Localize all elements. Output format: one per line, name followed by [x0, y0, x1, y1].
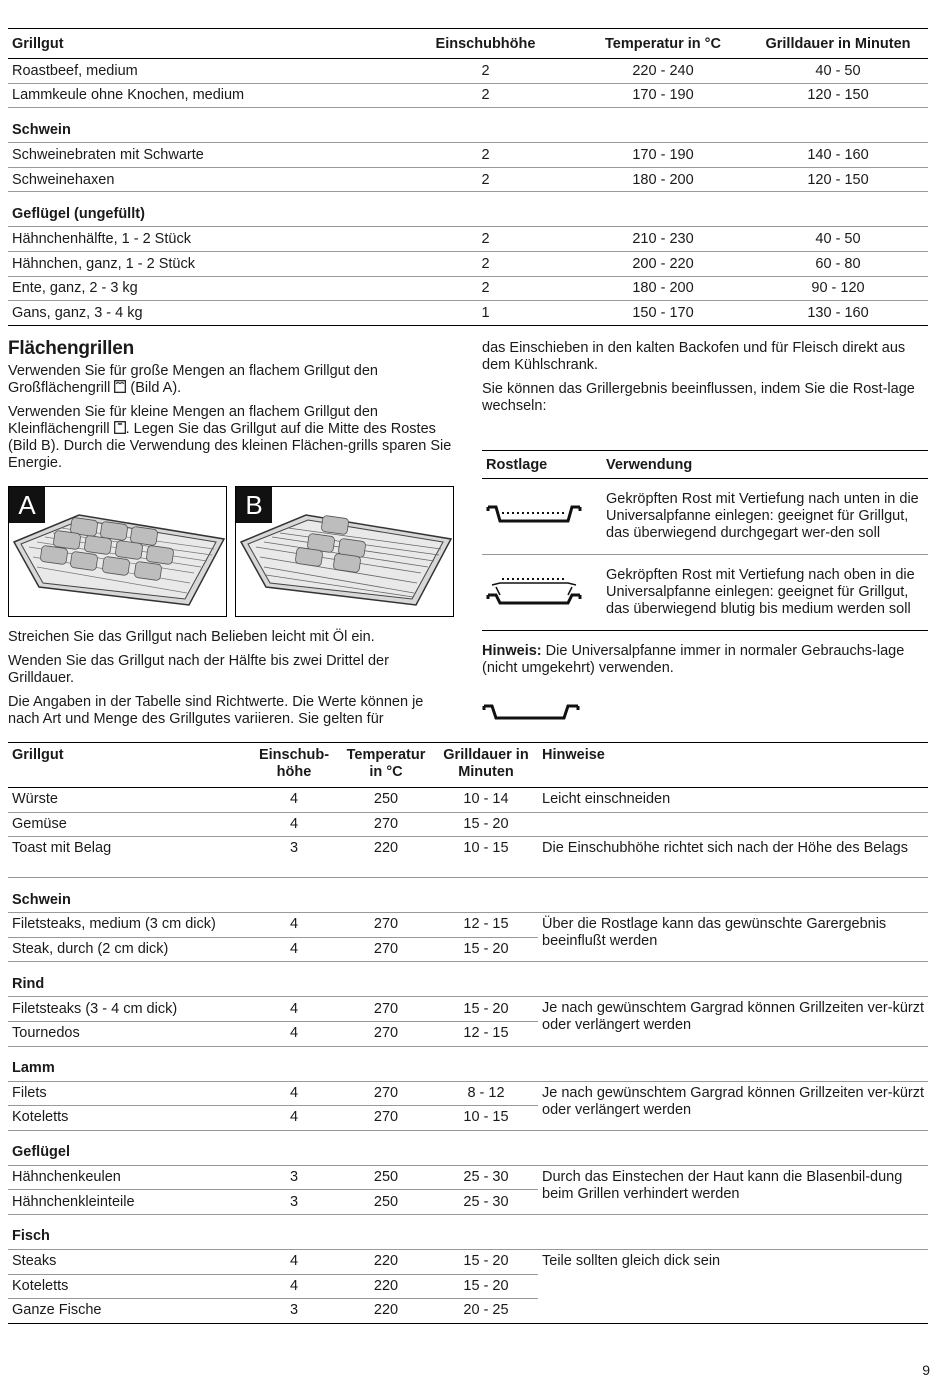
group-label: Schwein [8, 878, 928, 913]
cell-time: 12 - 15 [434, 913, 538, 938]
group-row [8, 878, 928, 913]
header-grillgut: Grillgut [8, 743, 250, 788]
group-row [8, 192, 928, 227]
group-label: Rind [8, 962, 928, 997]
rack-down-text: Gekröpften Rost mit Vertiefung nach unten in die Universalpfanne einlegen: geeignet für Grillgut, das überwiegend durchgegart wer-den soll [602, 479, 928, 555]
header-grilldauer: Grilldauer in Minuten [748, 29, 928, 59]
table-row [8, 788, 928, 813]
cell-level: 3 [250, 1165, 338, 1190]
table-row [8, 1165, 928, 1190]
cell-temp: 270 [338, 937, 434, 962]
cell-grillgut: Hähnchenkeulen [8, 1165, 250, 1190]
group-label: Geflügel [8, 1130, 928, 1165]
cell-temperature: 200 - 220 [578, 251, 748, 276]
cell-grillgut: Steak, durch (2 cm dick) [8, 937, 250, 962]
cell-level: 2 [393, 83, 578, 108]
cell-time: 15 - 20 [434, 812, 538, 837]
header-temperatur: Temperatur in °C [338, 743, 434, 788]
header-einschubhoehe: Einschubhöhe [393, 29, 578, 59]
note-text: Die Universalpfanne immer in normaler Gebrauchs-lage (nicht umgekehrt) verwenden. [482, 643, 905, 676]
cell-time: 15 - 20 [434, 937, 538, 962]
page-number: 9 [922, 1362, 930, 1376]
group-row [8, 962, 928, 997]
group-label: Schwein [8, 108, 928, 143]
table-row [8, 251, 928, 276]
paragraph-guidelines: Die Angaben in der Tabelle sind Richtwerte. Die Werte können je nach Art und Menge des Grillgutes variieren. Sie gelten für [8, 694, 424, 727]
cell-level: 4 [250, 1106, 338, 1131]
table-row [8, 167, 928, 192]
note-label: Hinweis: [482, 643, 542, 659]
cell-grillgut: Koteletts [8, 1274, 250, 1299]
paragraph-small-grill [8, 404, 453, 472]
cell-time: 20 - 25 [434, 1299, 538, 1324]
paragraph-rack-position: Sie können das Grillergebnis beeinflussen, indem Sie die Rost-lage wechseln: [482, 381, 915, 414]
cell-grillgut: Ente, ganz, 2 - 3 kg [8, 276, 393, 301]
header-hinweise: Hinweise [538, 743, 928, 788]
table-row [8, 83, 928, 108]
left-column [8, 340, 453, 479]
cell-duration: 120 - 150 [748, 167, 928, 192]
rack-up-text: Gekröpften Rost mit Vertiefung nach oben in die Universalpfanne einlegen: geeignet für Grillgut, das überwiegend blutig bis medium werden soll [602, 555, 928, 631]
note-block [482, 643, 928, 684]
cell-grillgut: Lammkeule ohne Knochen, medium [8, 83, 393, 108]
cell-temperature: 150 - 170 [578, 301, 748, 326]
cell-time: 8 - 12 [434, 1081, 538, 1106]
text-large-grill: Verwenden Sie für große Mengen an flachem Grillgut den Großflächengrill [8, 363, 378, 396]
text-small-grill: Verwenden Sie für kleine Mengen an flachem Grillgut den Kleinflächengrill [8, 404, 378, 437]
cell-grillgut: Filets [8, 1081, 250, 1106]
cell-grillgut: Filetsteaks (3 - 4 cm dick) [8, 997, 250, 1022]
cell-temperature: 180 - 200 [578, 167, 748, 192]
cell-duration: 130 - 160 [748, 301, 928, 326]
cell-grillgut: Hähnchenhälfte, 1 - 2 Stück [8, 227, 393, 252]
cell-level: 3 [250, 837, 338, 878]
cell-level: 2 [393, 227, 578, 252]
cell-duration: 120 - 150 [748, 83, 928, 108]
cell-grillgut: Gans, ganz, 3 - 4 kg [8, 301, 393, 326]
paragraph-large-grill [8, 363, 453, 397]
cell-time: 15 - 20 [434, 997, 538, 1022]
cell-level: 1 [393, 301, 578, 326]
grill-table-top-body [8, 59, 928, 326]
cell-level: 4 [250, 1081, 338, 1106]
cell-duration: 40 - 50 [748, 227, 928, 252]
cell-temperature: 220 - 240 [578, 59, 748, 84]
cell-hint: Die Einschubhöhe richtet sich nach der Höhe des Belags [538, 837, 928, 878]
cell-hint: Je nach gewünschtem Gargrad können Grillzeiten ver-kürzt oder verlängert werden [538, 997, 928, 1046]
rack-position-table [482, 450, 928, 631]
header-grillgut: Grillgut [8, 29, 393, 59]
cell-level: 4 [250, 812, 338, 837]
cell-grillgut: Ganze Fische [8, 1299, 250, 1324]
cell-temp: 250 [338, 1165, 434, 1190]
rack-up-icon [486, 573, 582, 607]
cell-temp: 270 [338, 1081, 434, 1106]
cell-temp: 270 [338, 913, 434, 938]
cell-level: 4 [250, 997, 338, 1022]
cell-level: 2 [393, 59, 578, 84]
cell-time: 15 - 20 [434, 1249, 538, 1274]
cell-grillgut: Tournedos [8, 1021, 250, 1046]
cell-duration: 90 - 120 [748, 276, 928, 301]
rack-down-icon [486, 499, 582, 529]
cell-grillgut: Filetsteaks, medium (3 cm dick) [8, 913, 250, 938]
group-label: Fisch [8, 1214, 928, 1249]
cell-temp: 220 [338, 837, 434, 878]
left-column-lower [8, 629, 453, 735]
cell-level: 2 [393, 143, 578, 168]
cell-grillgut: Schweinehaxen [8, 167, 393, 192]
cell-temp: 270 [338, 1021, 434, 1046]
header-grilldauer: Grilldauer in Minuten [434, 743, 538, 788]
cell-time: 15 - 20 [434, 1274, 538, 1299]
cell-level: 2 [393, 251, 578, 276]
table-row [482, 555, 928, 631]
text-bild-a: (Bild A). [130, 380, 182, 396]
table-row [8, 812, 928, 837]
group-label: Lamm [8, 1046, 928, 1081]
image-b-small-grill [235, 486, 454, 617]
image-label-b: B [236, 487, 272, 523]
right-column [482, 340, 928, 422]
grill-table-flat-body [8, 788, 928, 1324]
table-header-row [8, 29, 928, 59]
cell-hint: Leicht einschneiden [538, 788, 928, 813]
cell-grillgut: Schweinebraten mit Schwarte [8, 143, 393, 168]
cell-hint: Teile sollten gleich dick sein [538, 1249, 928, 1323]
cell-grillgut: Toast mit Belag [8, 837, 250, 878]
cell-temp: 270 [338, 997, 434, 1022]
table-row [8, 1249, 928, 1274]
small-grill-icon [114, 421, 126, 434]
grill-table-top [8, 28, 928, 326]
cell-temp: 250 [338, 788, 434, 813]
cell-temperature: 170 - 190 [578, 143, 748, 168]
table-header-row [482, 451, 928, 479]
cell-grillgut: Hähnchenkleinteile [8, 1190, 250, 1215]
table-row [8, 837, 928, 878]
table-row [482, 479, 928, 555]
cell-level: 3 [250, 1190, 338, 1215]
cell-grillgut: Roastbeef, medium [8, 59, 393, 84]
text-small-grill-cont: . Legen Sie das Grillgut auf die Mitte des Rostes (Bild B). Durch die Verwendung des kleinen Flächen-grills sparen Sie Energie. [8, 421, 452, 471]
cell-temp: 220 [338, 1299, 434, 1324]
cell-time: 10 - 15 [434, 1106, 538, 1131]
group-label: Geflügel (ungefüllt) [8, 192, 928, 227]
cell-time: 12 - 15 [434, 1021, 538, 1046]
table-row [8, 301, 928, 326]
group-row [8, 1130, 928, 1165]
cell-time: 10 - 14 [434, 788, 538, 813]
cell-level: 4 [250, 788, 338, 813]
cell-time: 10 - 15 [434, 837, 538, 878]
cell-duration: 40 - 50 [748, 59, 928, 84]
cell-level: 2 [393, 276, 578, 301]
cell-hint: Über die Rostlage kann das gewünschte Garergebnis beeinflußt werden [538, 913, 928, 962]
paragraph-cold-oven: das Einschieben in den kalten Backofen und für Fleisch direkt aus dem Kühlschrank. [482, 340, 906, 373]
table-row [8, 276, 928, 301]
cell-time: 25 - 30 [434, 1190, 538, 1215]
cell-level: 4 [250, 1021, 338, 1046]
cell-grillgut: Hähnchen, ganz, 1 - 2 Stück [8, 251, 393, 276]
cell-level: 4 [250, 913, 338, 938]
header-rostlage: Rostlage [482, 451, 602, 479]
cell-level: 4 [250, 1249, 338, 1274]
cell-temp: 270 [338, 1106, 434, 1131]
group-row [8, 1046, 928, 1081]
paragraph-oil: Streichen Sie das Grillgut nach Belieben leicht mit Öl ein. [8, 629, 375, 645]
cell-temp: 220 [338, 1249, 434, 1274]
cell-temp: 220 [338, 1274, 434, 1299]
table-row [8, 1081, 928, 1106]
grill-table-flat [8, 742, 928, 1324]
cell-duration: 60 - 80 [748, 251, 928, 276]
cell-hint: Durch das Einstechen der Haut kann die Blasenbil-dung beim Grillen verhindert werden [538, 1165, 928, 1214]
cell-time: 25 - 30 [434, 1165, 538, 1190]
cell-grillgut: Koteletts [8, 1106, 250, 1131]
cell-temperature: 180 - 200 [578, 276, 748, 301]
cell-hint [538, 812, 928, 837]
note-paragraph [482, 643, 928, 677]
table-row [8, 913, 928, 938]
cell-grillgut: Steaks [8, 1249, 250, 1274]
table-header-row [8, 743, 928, 788]
cell-level: 4 [250, 937, 338, 962]
cell-duration: 140 - 160 [748, 143, 928, 168]
section-heading: Flächengrillen [8, 338, 135, 359]
table-row [8, 997, 928, 1022]
universal-pan-icon [482, 700, 580, 724]
cell-temperature: 170 - 190 [578, 83, 748, 108]
cell-temperature: 210 - 230 [578, 227, 748, 252]
cell-hint: Je nach gewünschtem Gargrad können Grillzeiten ver-kürzt oder verlängert werden [538, 1081, 928, 1130]
cell-level: 3 [250, 1299, 338, 1324]
image-a-large-grill [8, 486, 227, 617]
cell-temp: 270 [338, 812, 434, 837]
cell-grillgut: Würste [8, 788, 250, 813]
rack-up-cell [482, 555, 602, 631]
header-verwendung: Verwendung [602, 451, 928, 479]
cell-temp: 250 [338, 1190, 434, 1215]
table-row [8, 143, 928, 168]
header-temperatur: Temperatur in °C [578, 29, 748, 59]
cell-level: 2 [393, 167, 578, 192]
rack-down-cell [482, 479, 602, 555]
group-row [8, 108, 928, 143]
paragraph-turn: Wenden Sie das Grillgut nach der Hälfte bis zwei Drittel der Grilldauer. [8, 653, 389, 686]
cell-level: 4 [250, 1274, 338, 1299]
large-grill-icon [114, 380, 126, 393]
group-row [8, 1214, 928, 1249]
table-row [8, 59, 928, 84]
header-einschubhoehe: Einschub- höhe [250, 743, 338, 788]
cell-grillgut: Gemüse [8, 812, 250, 837]
table-row [8, 227, 928, 252]
image-label-a: A [9, 487, 45, 523]
